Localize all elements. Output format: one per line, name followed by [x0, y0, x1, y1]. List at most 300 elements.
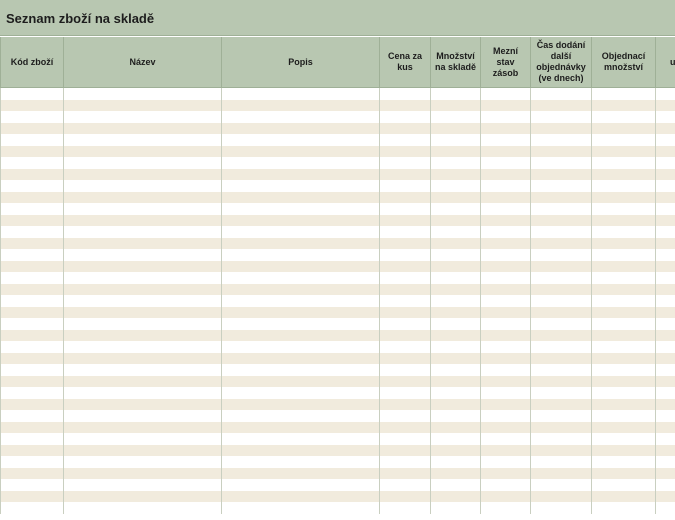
column-header-kod[interactable]: Kód zboží: [1, 37, 64, 88]
table-cell-nazev[interactable]: [64, 341, 222, 353]
table-cell-popis[interactable]: [222, 364, 380, 376]
table-cell-cas[interactable]: [531, 134, 592, 146]
table-cell-cas[interactable]: [531, 456, 592, 468]
table-cell-nazev[interactable]: [64, 468, 222, 480]
table-cell-mezni[interactable]: [481, 215, 531, 227]
table-cell-mezni[interactable]: [481, 123, 531, 135]
table-cell-cena[interactable]: [380, 422, 431, 434]
table-cell-popis[interactable]: [222, 238, 380, 250]
table-cell-mnozstvi[interactable]: [431, 134, 481, 146]
table-cell-mezni[interactable]: [481, 180, 531, 192]
table-cell-kod[interactable]: [1, 100, 64, 112]
table-cell-objednaci[interactable]: [592, 445, 656, 457]
table-cell-objednaci[interactable]: [592, 318, 656, 330]
table-cell-mnozstvi[interactable]: [431, 111, 481, 123]
table-cell-dalsi[interactable]: [656, 215, 675, 227]
table-cell-cas[interactable]: [531, 295, 592, 307]
table-cell-mnozstvi[interactable]: [431, 226, 481, 238]
table-cell-mezni[interactable]: [481, 226, 531, 238]
table-cell-cas[interactable]: [531, 192, 592, 204]
table-cell-dalsi[interactable]: [656, 422, 675, 434]
table-cell-mezni[interactable]: [481, 157, 531, 169]
table-cell-kod[interactable]: [1, 180, 64, 192]
table-cell-mezni[interactable]: [481, 445, 531, 457]
table-cell-cena[interactable]: [380, 100, 431, 112]
table-cell-mezni[interactable]: [481, 203, 531, 215]
table-cell-cena[interactable]: [380, 272, 431, 284]
table-cell-mezni[interactable]: [481, 410, 531, 422]
table-cell-nazev[interactable]: [64, 307, 222, 319]
table-cell-cas[interactable]: [531, 272, 592, 284]
table-cell-cena[interactable]: [380, 479, 431, 491]
table-cell-dalsi[interactable]: [656, 468, 675, 480]
table-cell-mezni[interactable]: [481, 364, 531, 376]
table-cell-mezni[interactable]: [481, 134, 531, 146]
table-cell-dalsi[interactable]: [656, 134, 675, 146]
table-cell-popis[interactable]: [222, 341, 380, 353]
table-cell-cas[interactable]: [531, 180, 592, 192]
table-cell-mnozstvi[interactable]: [431, 284, 481, 296]
table-cell-nazev[interactable]: [64, 330, 222, 342]
table-cell-objednaci[interactable]: [592, 341, 656, 353]
table-cell-dalsi[interactable]: [656, 100, 675, 112]
table-cell-mezni[interactable]: [481, 307, 531, 319]
table-cell-kod[interactable]: [1, 445, 64, 457]
table-cell-mnozstvi[interactable]: [431, 341, 481, 353]
table-cell-mnozstvi[interactable]: [431, 261, 481, 273]
table-cell-dalsi[interactable]: [656, 330, 675, 342]
table-cell-cena[interactable]: [380, 387, 431, 399]
table-cell-nazev[interactable]: [64, 134, 222, 146]
table-cell-kod[interactable]: [1, 479, 64, 491]
table-cell-popis[interactable]: [222, 157, 380, 169]
table-cell-mezni[interactable]: [481, 479, 531, 491]
column-header-nazev[interactable]: Název: [64, 37, 222, 88]
table-cell-popis[interactable]: [222, 272, 380, 284]
table-cell-kod[interactable]: [1, 456, 64, 468]
table-cell-nazev[interactable]: [64, 422, 222, 434]
table-cell-mezni[interactable]: [481, 318, 531, 330]
table-cell-mnozstvi[interactable]: [431, 100, 481, 112]
table-cell-kod[interactable]: [1, 318, 64, 330]
table-cell-cena[interactable]: [380, 88, 431, 100]
table-cell-cas[interactable]: [531, 353, 592, 365]
table-cell-mnozstvi[interactable]: [431, 376, 481, 388]
table-cell-dalsi[interactable]: [656, 318, 675, 330]
table-cell-mezni[interactable]: [481, 192, 531, 204]
table-cell-kod[interactable]: [1, 341, 64, 353]
table-cell-mnozstvi[interactable]: [431, 330, 481, 342]
table-cell-cena[interactable]: [380, 330, 431, 342]
table-cell-dalsi[interactable]: [656, 284, 675, 296]
table-cell-popis[interactable]: [222, 307, 380, 319]
table-cell-objednaci[interactable]: [592, 364, 656, 376]
table-cell-objednaci[interactable]: [592, 215, 656, 227]
table-cell-objednaci[interactable]: [592, 399, 656, 411]
table-cell-cena[interactable]: [380, 226, 431, 238]
table-cell-cena[interactable]: [380, 203, 431, 215]
table-cell-objednaci[interactable]: [592, 353, 656, 365]
table-cell-kod[interactable]: [1, 353, 64, 365]
table-cell-popis[interactable]: [222, 330, 380, 342]
table-cell-mezni[interactable]: [481, 88, 531, 100]
table-cell-popis[interactable]: [222, 502, 380, 514]
table-cell-dalsi[interactable]: [656, 203, 675, 215]
table-cell-popis[interactable]: [222, 468, 380, 480]
table-cell-kod[interactable]: [1, 387, 64, 399]
column-header-popis[interactable]: Popis: [222, 37, 380, 88]
table-cell-mnozstvi[interactable]: [431, 399, 481, 411]
table-cell-cas[interactable]: [531, 468, 592, 480]
table-cell-mnozstvi[interactable]: [431, 410, 481, 422]
table-cell-mnozstvi[interactable]: [431, 238, 481, 250]
table-cell-dalsi[interactable]: [656, 364, 675, 376]
table-cell-popis[interactable]: [222, 422, 380, 434]
table-cell-mezni[interactable]: [481, 502, 531, 514]
table-cell-objednaci[interactable]: [592, 146, 656, 158]
table-cell-cas[interactable]: [531, 226, 592, 238]
table-cell-cas[interactable]: [531, 157, 592, 169]
table-cell-mnozstvi[interactable]: [431, 364, 481, 376]
table-cell-kod[interactable]: [1, 433, 64, 445]
table-cell-dalsi[interactable]: [656, 341, 675, 353]
table-cell-cas[interactable]: [531, 491, 592, 503]
table-cell-mnozstvi[interactable]: [431, 203, 481, 215]
table-cell-cas[interactable]: [531, 215, 592, 227]
table-cell-kod[interactable]: [1, 249, 64, 261]
table-cell-nazev[interactable]: [64, 376, 222, 388]
table-cell-mnozstvi[interactable]: [431, 146, 481, 158]
table-cell-nazev[interactable]: [64, 261, 222, 273]
table-cell-nazev[interactable]: [64, 238, 222, 250]
table-cell-nazev[interactable]: [64, 433, 222, 445]
table-cell-dalsi[interactable]: [656, 502, 675, 514]
table-cell-cas[interactable]: [531, 249, 592, 261]
table-cell-cena[interactable]: [380, 123, 431, 135]
table-cell-dalsi[interactable]: [656, 238, 675, 250]
table-cell-cas[interactable]: [531, 341, 592, 353]
table-cell-popis[interactable]: [222, 134, 380, 146]
table-cell-objednaci[interactable]: [592, 387, 656, 399]
table-cell-cena[interactable]: [380, 410, 431, 422]
table-cell-popis[interactable]: [222, 295, 380, 307]
table-cell-objednaci[interactable]: [592, 284, 656, 296]
table-cell-dalsi[interactable]: [656, 410, 675, 422]
table-cell-kod[interactable]: [1, 399, 64, 411]
table-cell-objednaci[interactable]: [592, 330, 656, 342]
table-cell-kod[interactable]: [1, 410, 64, 422]
table-cell-kod[interactable]: [1, 226, 64, 238]
table-cell-cena[interactable]: [380, 399, 431, 411]
table-cell-popis[interactable]: [222, 433, 380, 445]
table-cell-nazev[interactable]: [64, 192, 222, 204]
table-cell-cena[interactable]: [380, 491, 431, 503]
table-cell-objednaci[interactable]: [592, 169, 656, 181]
table-cell-objednaci[interactable]: [592, 410, 656, 422]
table-cell-cas[interactable]: [531, 169, 592, 181]
table-cell-popis[interactable]: [222, 284, 380, 296]
table-cell-cena[interactable]: [380, 456, 431, 468]
table-cell-cena[interactable]: [380, 180, 431, 192]
table-cell-kod[interactable]: [1, 272, 64, 284]
table-cell-popis[interactable]: [222, 399, 380, 411]
table-cell-cas[interactable]: [531, 238, 592, 250]
table-cell-popis[interactable]: [222, 146, 380, 158]
table-cell-dalsi[interactable]: [656, 479, 675, 491]
table-cell-dalsi[interactable]: [656, 123, 675, 135]
table-cell-cas[interactable]: [531, 203, 592, 215]
inventory-table-area[interactable]: [0, 37, 675, 520]
table-cell-mezni[interactable]: [481, 353, 531, 365]
column-header-cas[interactable]: Čas dodání další objednávky (ve dnech): [531, 37, 592, 88]
table-cell-nazev[interactable]: [64, 284, 222, 296]
table-cell-popis[interactable]: [222, 479, 380, 491]
table-cell-nazev[interactable]: [64, 353, 222, 365]
table-cell-mezni[interactable]: [481, 468, 531, 480]
table-cell-kod[interactable]: [1, 284, 64, 296]
table-cell-cena[interactable]: [380, 318, 431, 330]
table-cell-mezni[interactable]: [481, 100, 531, 112]
table-cell-objednaci[interactable]: [592, 307, 656, 319]
column-header-mnozstvi[interactable]: Množství na skladě: [431, 37, 481, 88]
table-cell-objednaci[interactable]: [592, 479, 656, 491]
table-cell-kod[interactable]: [1, 422, 64, 434]
table-cell-kod[interactable]: [1, 502, 64, 514]
table-cell-nazev[interactable]: [64, 364, 222, 376]
table-cell-mnozstvi[interactable]: [431, 433, 481, 445]
table-cell-kod[interactable]: [1, 376, 64, 388]
table-cell-mezni[interactable]: [481, 387, 531, 399]
table-cell-objednaci[interactable]: [592, 261, 656, 273]
column-header-partial[interactable]: u: [656, 37, 675, 88]
table-cell-mezni[interactable]: [481, 491, 531, 503]
table-cell-cas[interactable]: [531, 410, 592, 422]
table-cell-nazev[interactable]: [64, 491, 222, 503]
table-cell-cena[interactable]: [380, 433, 431, 445]
column-header-objednaci[interactable]: Objednací množství: [592, 37, 656, 88]
table-cell-popis[interactable]: [222, 215, 380, 227]
table-cell-popis[interactable]: [222, 261, 380, 273]
table-cell-cena[interactable]: [380, 249, 431, 261]
table-cell-objednaci[interactable]: [592, 249, 656, 261]
table-cell-mnozstvi[interactable]: [431, 353, 481, 365]
table-cell-nazev[interactable]: [64, 445, 222, 457]
table-cell-objednaci[interactable]: [592, 272, 656, 284]
table-cell-objednaci[interactable]: [592, 238, 656, 250]
table-cell-nazev[interactable]: [64, 399, 222, 411]
table-cell-mnozstvi[interactable]: [431, 180, 481, 192]
table-cell-cas[interactable]: [531, 387, 592, 399]
table-cell-popis[interactable]: [222, 249, 380, 261]
table-cell-mezni[interactable]: [481, 272, 531, 284]
table-cell-nazev[interactable]: [64, 215, 222, 227]
table-cell-cas[interactable]: [531, 399, 592, 411]
table-cell-popis[interactable]: [222, 353, 380, 365]
table-cell-dalsi[interactable]: [656, 491, 675, 503]
table-cell-cas[interactable]: [531, 88, 592, 100]
table-cell-popis[interactable]: [222, 169, 380, 181]
table-cell-kod[interactable]: [1, 491, 64, 503]
table-cell-mezni[interactable]: [481, 341, 531, 353]
table-cell-popis[interactable]: [222, 445, 380, 457]
table-cell-nazev[interactable]: [64, 249, 222, 261]
table-cell-mnozstvi[interactable]: [431, 192, 481, 204]
table-cell-cas[interactable]: [531, 318, 592, 330]
table-cell-objednaci[interactable]: [592, 226, 656, 238]
table-cell-cas[interactable]: [531, 123, 592, 135]
table-cell-nazev[interactable]: [64, 318, 222, 330]
table-cell-mezni[interactable]: [481, 422, 531, 434]
table-cell-cas[interactable]: [531, 502, 592, 514]
table-cell-objednaci[interactable]: [592, 456, 656, 468]
table-cell-objednaci[interactable]: [592, 376, 656, 388]
table-cell-objednaci[interactable]: [592, 157, 656, 169]
table-cell-mezni[interactable]: [481, 238, 531, 250]
table-cell-mnozstvi[interactable]: [431, 479, 481, 491]
table-cell-kod[interactable]: [1, 330, 64, 342]
table-cell-mezni[interactable]: [481, 399, 531, 411]
table-cell-popis[interactable]: [222, 491, 380, 503]
table-cell-nazev[interactable]: [64, 111, 222, 123]
table-cell-dalsi[interactable]: [656, 376, 675, 388]
table-cell-mezni[interactable]: [481, 284, 531, 296]
table-cell-cas[interactable]: [531, 146, 592, 158]
table-cell-nazev[interactable]: [64, 100, 222, 112]
table-cell-dalsi[interactable]: [656, 111, 675, 123]
table-cell-kod[interactable]: [1, 134, 64, 146]
table-cell-dalsi[interactable]: [656, 88, 675, 100]
table-cell-mnozstvi[interactable]: [431, 387, 481, 399]
table-cell-cena[interactable]: [380, 445, 431, 457]
table-cell-dalsi[interactable]: [656, 226, 675, 238]
table-cell-cena[interactable]: [380, 238, 431, 250]
table-cell-cas[interactable]: [531, 433, 592, 445]
table-cell-mnozstvi[interactable]: [431, 468, 481, 480]
table-cell-kod[interactable]: [1, 238, 64, 250]
table-cell-cas[interactable]: [531, 111, 592, 123]
table-cell-objednaci[interactable]: [592, 192, 656, 204]
table-cell-kod[interactable]: [1, 468, 64, 480]
table-cell-mezni[interactable]: [481, 249, 531, 261]
table-cell-mezni[interactable]: [481, 295, 531, 307]
table-cell-objednaci[interactable]: [592, 502, 656, 514]
table-cell-dalsi[interactable]: [656, 272, 675, 284]
table-cell-kod[interactable]: [1, 157, 64, 169]
table-cell-dalsi[interactable]: [656, 387, 675, 399]
table-cell-kod[interactable]: [1, 146, 64, 158]
table-cell-cena[interactable]: [380, 157, 431, 169]
table-cell-mnozstvi[interactable]: [431, 215, 481, 227]
table-cell-mezni[interactable]: [481, 169, 531, 181]
table-cell-cena[interactable]: [380, 468, 431, 480]
table-cell-cena[interactable]: [380, 111, 431, 123]
table-cell-mnozstvi[interactable]: [431, 445, 481, 457]
table-cell-kod[interactable]: [1, 364, 64, 376]
table-cell-popis[interactable]: [222, 226, 380, 238]
table-cell-nazev[interactable]: [64, 157, 222, 169]
table-cell-nazev[interactable]: [64, 226, 222, 238]
table-cell-objednaci[interactable]: [592, 491, 656, 503]
table-cell-kod[interactable]: [1, 307, 64, 319]
table-cell-popis[interactable]: [222, 318, 380, 330]
table-cell-kod[interactable]: [1, 169, 64, 181]
table-cell-nazev[interactable]: [64, 502, 222, 514]
table-cell-cas[interactable]: [531, 261, 592, 273]
table-cell-dalsi[interactable]: [656, 169, 675, 181]
table-cell-cas[interactable]: [531, 445, 592, 457]
table-cell-popis[interactable]: [222, 203, 380, 215]
table-cell-mezni[interactable]: [481, 261, 531, 273]
table-cell-cena[interactable]: [380, 146, 431, 158]
table-cell-objednaci[interactable]: [592, 100, 656, 112]
table-cell-mnozstvi[interactable]: [431, 307, 481, 319]
table-cell-cena[interactable]: [380, 192, 431, 204]
table-cell-mnozstvi[interactable]: [431, 272, 481, 284]
table-cell-cas[interactable]: [531, 422, 592, 434]
table-cell-mezni[interactable]: [481, 433, 531, 445]
table-cell-dalsi[interactable]: [656, 157, 675, 169]
table-cell-objednaci[interactable]: [592, 134, 656, 146]
table-cell-nazev[interactable]: [64, 146, 222, 158]
table-cell-cas[interactable]: [531, 376, 592, 388]
table-cell-nazev[interactable]: [64, 123, 222, 135]
table-cell-popis[interactable]: [222, 410, 380, 422]
table-cell-nazev[interactable]: [64, 272, 222, 284]
table-cell-cas[interactable]: [531, 479, 592, 491]
table-cell-cena[interactable]: [380, 307, 431, 319]
table-cell-dalsi[interactable]: [656, 192, 675, 204]
table-cell-cena[interactable]: [380, 295, 431, 307]
table-cell-dalsi[interactable]: [656, 295, 675, 307]
table-cell-popis[interactable]: [222, 376, 380, 388]
table-cell-kod[interactable]: [1, 88, 64, 100]
table-cell-nazev[interactable]: [64, 203, 222, 215]
table-cell-nazev[interactable]: [64, 180, 222, 192]
table-cell-dalsi[interactable]: [656, 445, 675, 457]
table-cell-cas[interactable]: [531, 307, 592, 319]
table-cell-dalsi[interactable]: [656, 353, 675, 365]
table-cell-objednaci[interactable]: [592, 468, 656, 480]
table-cell-mnozstvi[interactable]: [431, 422, 481, 434]
table-cell-mnozstvi[interactable]: [431, 502, 481, 514]
table-cell-nazev[interactable]: [64, 295, 222, 307]
table-cell-mezni[interactable]: [481, 456, 531, 468]
table-cell-cena[interactable]: [380, 169, 431, 181]
table-cell-popis[interactable]: [222, 88, 380, 100]
table-cell-objednaci[interactable]: [592, 123, 656, 135]
table-cell-nazev[interactable]: [64, 169, 222, 181]
table-cell-mezni[interactable]: [481, 330, 531, 342]
table-cell-cena[interactable]: [380, 261, 431, 273]
table-cell-popis[interactable]: [222, 456, 380, 468]
table-cell-dalsi[interactable]: [656, 180, 675, 192]
table-cell-cena[interactable]: [380, 134, 431, 146]
table-cell-popis[interactable]: [222, 192, 380, 204]
table-cell-mnozstvi[interactable]: [431, 88, 481, 100]
table-cell-cena[interactable]: [380, 353, 431, 365]
table-cell-objednaci[interactable]: [592, 111, 656, 123]
table-cell-kod[interactable]: [1, 295, 64, 307]
table-cell-kod[interactable]: [1, 123, 64, 135]
table-cell-cena[interactable]: [380, 364, 431, 376]
table-cell-kod[interactable]: [1, 111, 64, 123]
table-cell-objednaci[interactable]: [592, 422, 656, 434]
table-cell-kod[interactable]: [1, 192, 64, 204]
table-cell-mnozstvi[interactable]: [431, 295, 481, 307]
table-cell-kod[interactable]: [1, 215, 64, 227]
table-cell-cas[interactable]: [531, 330, 592, 342]
table-cell-cena[interactable]: [380, 376, 431, 388]
